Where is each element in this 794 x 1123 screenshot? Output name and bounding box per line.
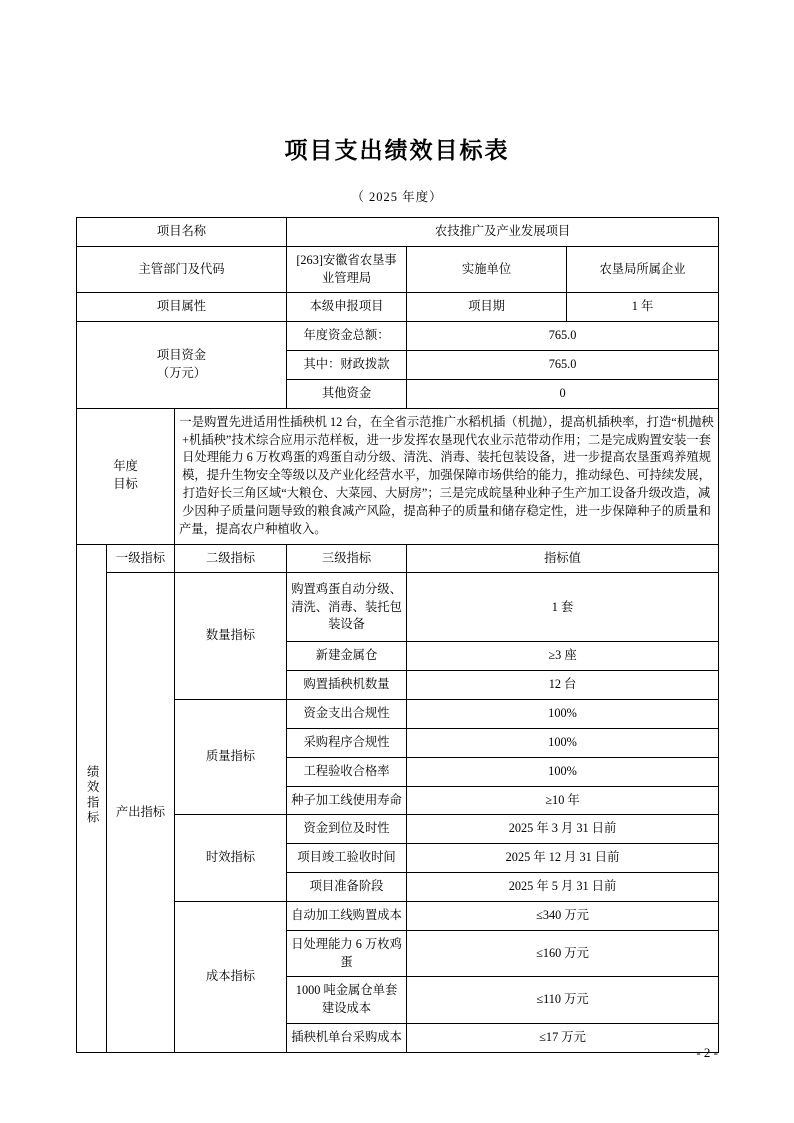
table-row	[77, 218, 719, 247]
level1-output-label	[107, 573, 175, 1052]
unit-label: 实施单位	[407, 246, 567, 293]
indicator-value: 2025 年 3 月 31 日前	[407, 815, 719, 844]
project-name-value: 农技推广及产业发展项目	[287, 218, 719, 247]
indicator-value: ≤110 万元	[407, 977, 719, 1024]
header-level3: 三级指标	[287, 544, 407, 573]
page-title: 项目支出绩效目标表	[284, 138, 510, 163]
fund-label-line1: 项目资金	[156, 348, 207, 363]
fund-row-name: 年度资金总额：	[287, 322, 407, 351]
level3-label: 自动加工线购置成本	[287, 901, 407, 930]
level3-label: 工程验收合格率	[287, 757, 407, 786]
level1-output-text: 产出指标	[115, 804, 166, 819]
page-subtitle: （ 2025 年度）	[351, 190, 443, 204]
level2-timeliness-label: 时效指标	[175, 815, 287, 901]
level3-label: 插秧机单台采购成本	[287, 1024, 407, 1053]
indicator-value: 100%	[407, 700, 719, 729]
level3-label: 资金支出合规性	[287, 700, 407, 729]
unit-value: 农垦局所属企业	[567, 246, 719, 293]
period-value: 1 年	[567, 293, 719, 322]
table-row	[77, 573, 719, 642]
indicator-value: ≤160 万元	[407, 930, 719, 977]
level3-label: 1000 吨金属仓单套建设成本	[287, 977, 407, 1024]
level3-label: 新建金属仓	[287, 642, 407, 671]
indicator-value: ≤17 万元	[407, 1024, 719, 1053]
table-row	[77, 293, 719, 322]
level3-label: 资金到位及时性	[287, 815, 407, 844]
indicator-value: ≥10 年	[407, 786, 719, 815]
fund-row-name: 其他资金	[287, 379, 407, 408]
level3-label: 日处理能力 6 万枚鸡蛋	[287, 930, 407, 977]
page-number: - 2 -	[696, 1045, 718, 1060]
annual-goal-label-line2: 目标	[113, 477, 138, 492]
header-level2: 二级指标	[175, 544, 287, 573]
attr-value: 本级申报项目	[287, 293, 407, 322]
level3-label: 购置插秧机数量	[287, 671, 407, 700]
level2-quality-label: 质量指标	[175, 700, 287, 815]
indicator-value: 100%	[407, 728, 719, 757]
header-level1: 一级指标	[107, 544, 175, 573]
attr-label: 项目属性	[77, 293, 287, 322]
level3-label: 购置鸡蛋自动分级、清洗、消毒、装托包装设备	[287, 573, 407, 642]
indicator-value: 2025 年 12 月 31 日前	[407, 844, 719, 873]
project-name-label: 项目名称	[77, 218, 287, 247]
annual-goal-text: 一是购置先进适用性插秧机 12 台，在全省示范推广水稻机插（机抛），提高机插秧率，打造“机抛秧+机插秧”技术综合应用示范样板，进一步发挥农垦现代农业示范带动作用；二是完成购置安装一套日处理能力 6 万枚鸡蛋的鸡蛋自动分级、清洗、消毒、装托包装设备，进一步提高农垦蛋鸡养殖规模，提升生物安全等级以及产业化经营水平，加强保障市场供给的能力，推动绿色、可持续发展，打造好长三角区域“大粮仓、大菜园、大厨房”；三是完成皖垦种业种子生产加工设备升级改造，减少因种子质量问题导致的粮食减产风险，提高种子的质量和储存稳定性，进一步保障种子的质量和产量，提高农户种植收入。	[175, 408, 719, 544]
level3-label: 项目准备阶段	[287, 873, 407, 902]
table-row	[77, 322, 719, 351]
fund-label	[77, 322, 287, 408]
annual-goal-row	[77, 408, 719, 544]
dept-value: [263]安徽省农垦事业管理局	[287, 246, 407, 293]
period-label: 项目期	[407, 293, 567, 322]
fund-row-value: 765.0	[407, 351, 719, 380]
annual-goal-label-line1: 年度	[113, 459, 138, 474]
indicator-value: ≤340 万元	[407, 901, 719, 930]
performance-indicator-side-text: 绩效指标	[85, 764, 100, 826]
indicator-header-row	[77, 544, 719, 573]
level2-quantity-label: 数量指标	[175, 573, 287, 700]
fund-row-value: 765.0	[407, 322, 719, 351]
indicator-value: 12 台	[407, 671, 719, 700]
indicator-value: ≥3 座	[407, 642, 719, 671]
indicator-value: 2025 年 5 月 31 日前	[407, 873, 719, 902]
header-value: 指标值	[407, 544, 719, 573]
table-row	[77, 246, 719, 293]
level3-label: 种子加工线使用寿命	[287, 786, 407, 815]
indicator-value: 100%	[407, 757, 719, 786]
dept-label: 主管部门及代码	[77, 246, 287, 293]
level3-label: 项目竣工验收时间	[287, 844, 407, 873]
annual-goal-label	[77, 408, 175, 544]
level2-cost-label: 成本指标	[175, 901, 287, 1052]
fund-row-name: 其中：财政拨款	[287, 351, 407, 380]
indicator-value: 1 套	[407, 573, 719, 642]
fund-row-value: 0	[407, 379, 719, 408]
performance-indicator-side-label	[77, 544, 107, 1052]
performance-target-table	[76, 217, 719, 1053]
level3-label: 采购程序合规性	[287, 728, 407, 757]
fund-label-line2: （万元）	[156, 366, 207, 381]
